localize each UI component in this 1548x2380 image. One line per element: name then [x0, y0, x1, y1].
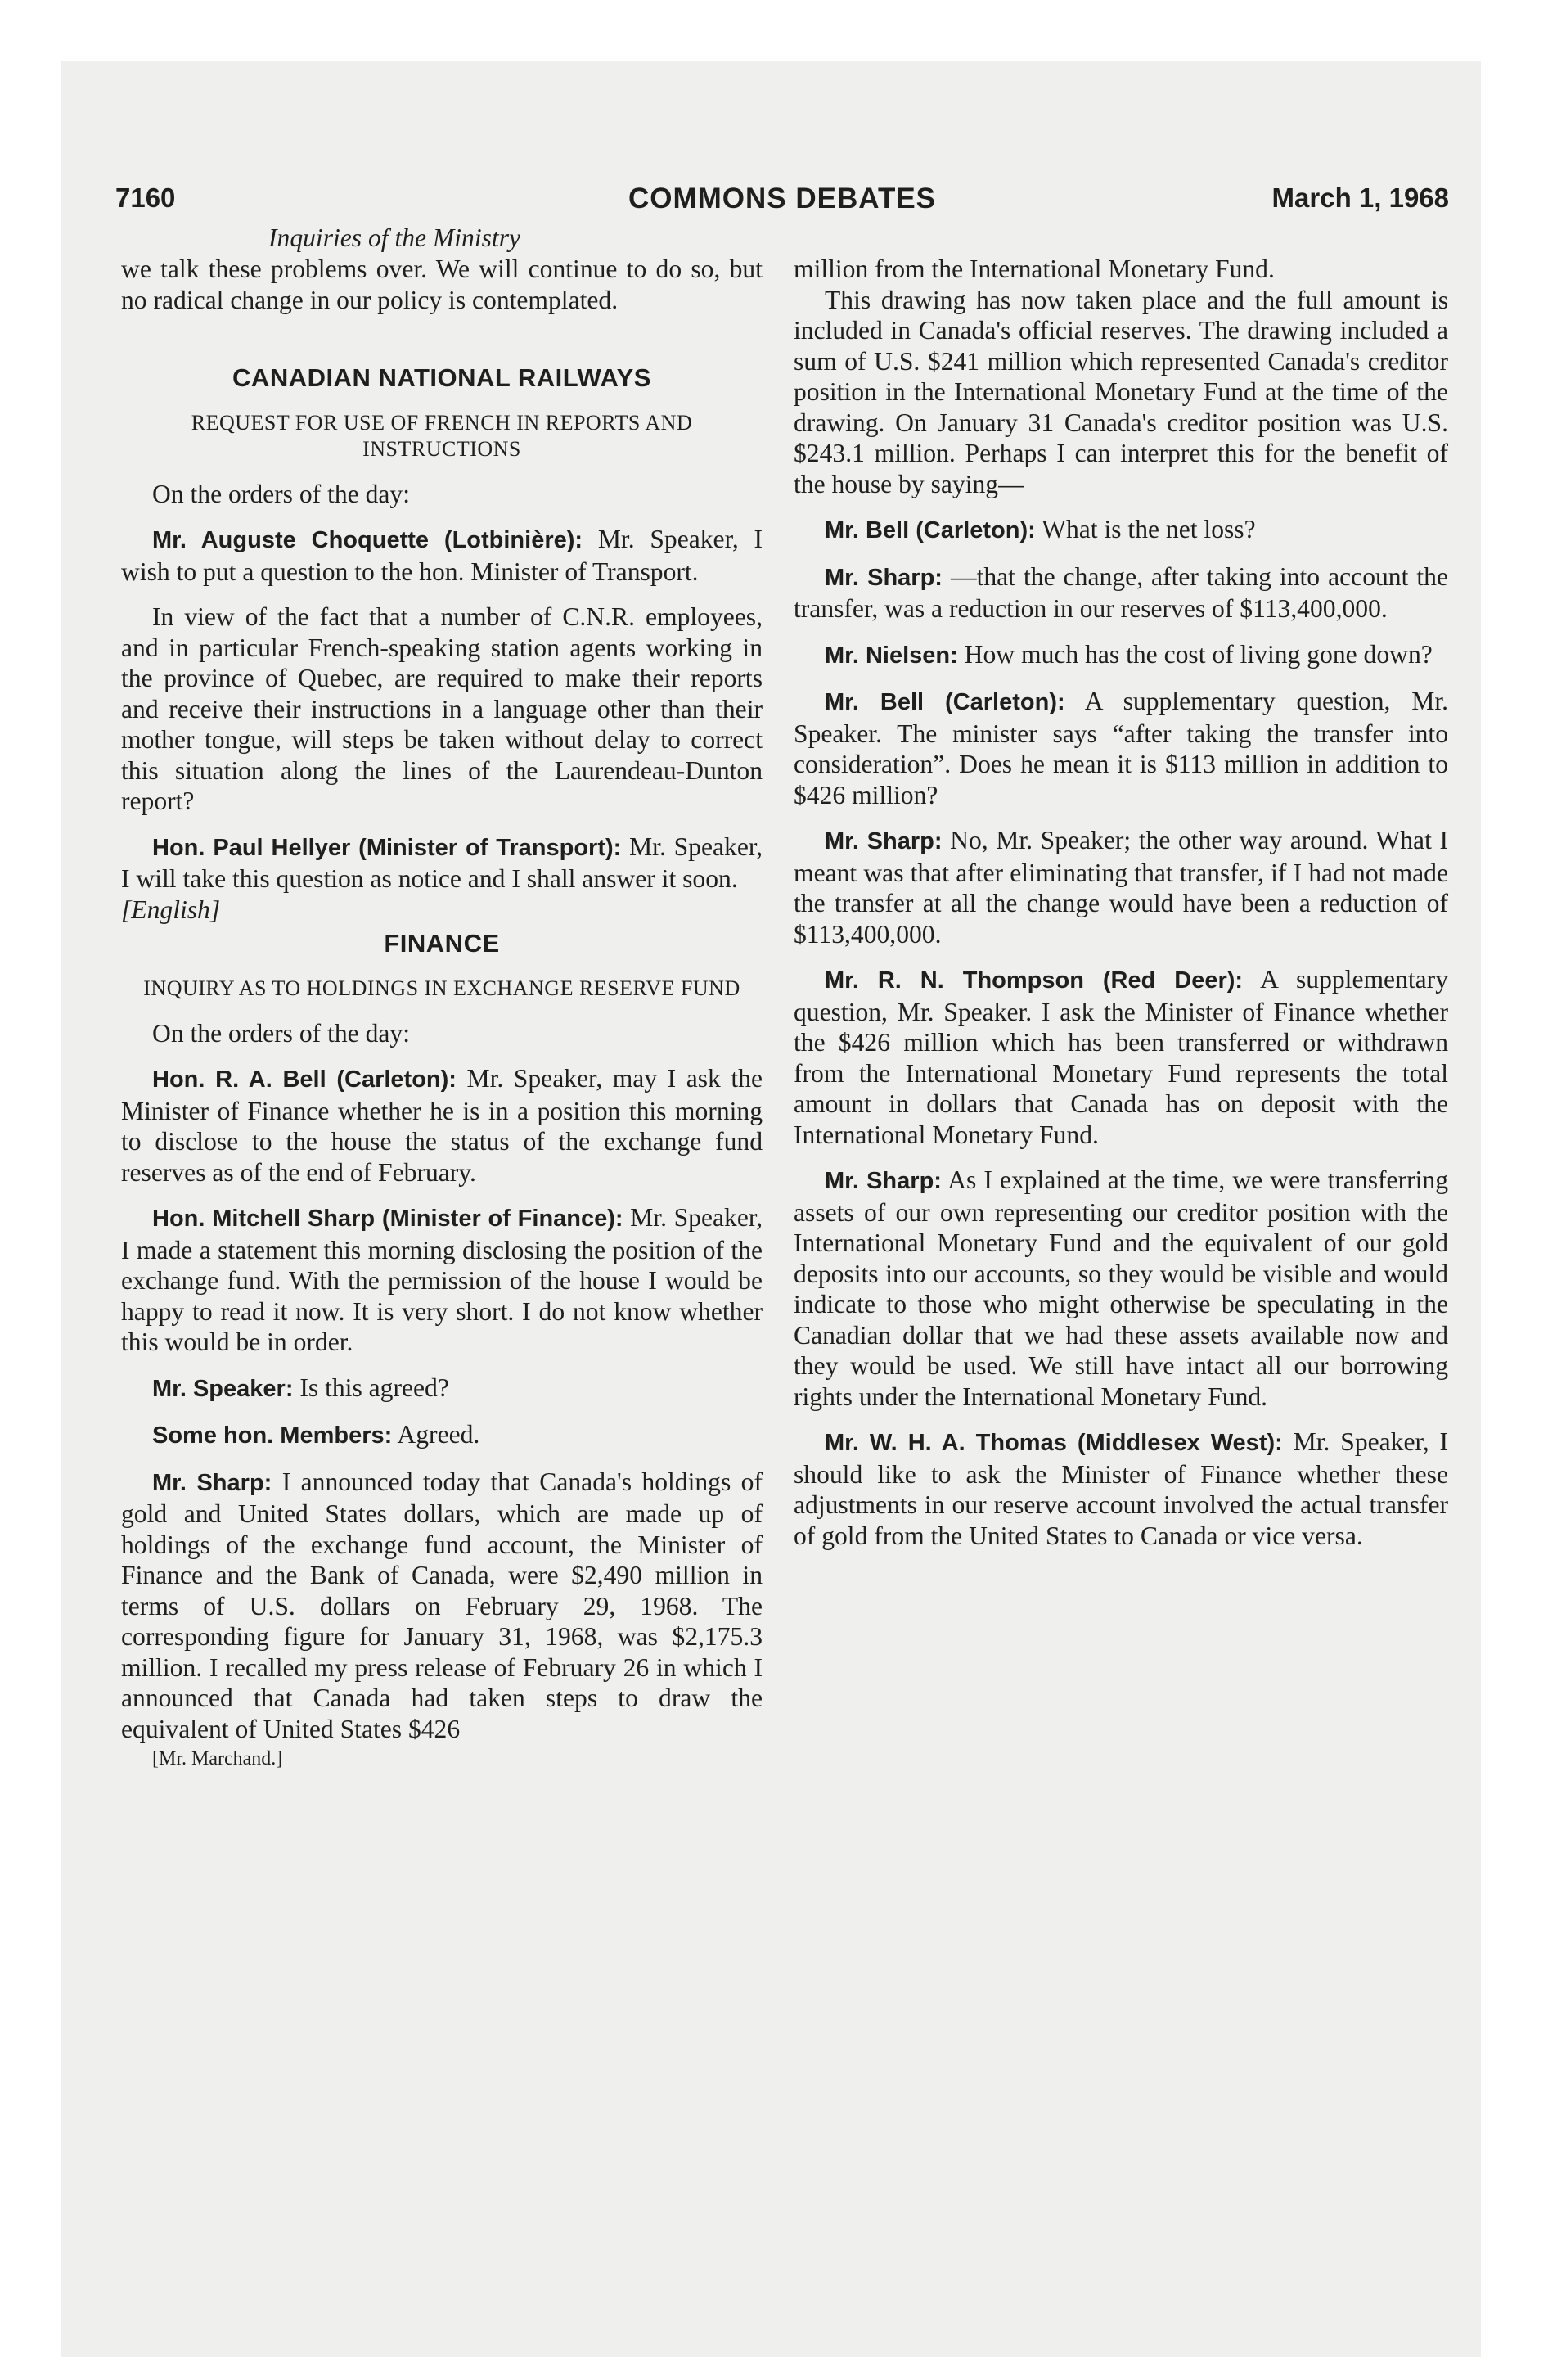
- speech-sharp-change: [794, 561, 1448, 624]
- speaker-name: Mr. W. H. A. Thomas (Middlesex West):: [825, 1430, 1283, 1456]
- running-head-spacer: [794, 223, 1448, 254]
- speaker-name: Hon. R. A. Bell (Carleton):: [152, 1066, 457, 1093]
- page-number: 7160: [115, 183, 176, 213]
- speaker-name: Mr. Bell (Carleton):: [825, 517, 1036, 543]
- speech-sharp-no: [794, 825, 1448, 949]
- left-column: [121, 223, 763, 1775]
- running-head: Inquiries of the Ministry: [268, 223, 521, 252]
- speaker-name: Hon. Paul Hellyer (Minister of Transport):: [152, 834, 622, 861]
- speech-members: [121, 1419, 763, 1452]
- intro-paragraph: we talk these problems over. We will continue to do so, but no radical change in our policy is contemplated.: [121, 255, 763, 314]
- speech-text: I announced today that Canada's holdings of gold and United States dollars, which are made up of holdings of the exchange fund account, the Minister of Finance and the Bank of Canada, were $2,490 million in terms of U.S. dollars on February 29, 1968. The corresponding figure for January 31, 1968, was $2,175.3 million. I recalled my press release of February 26 in which I announced that Canada had taken steps to draw the equivalent of United States $426: [121, 1467, 763, 1743]
- speech-text: As I explained at the time, we were transferring assets of our own representing our creditor position with the International Monetary Fund and the equivalent of our gold deposits into our accounts, so they would be visible and would indicate to those who might otherwise be speculating in the Canadian dollar that we had these assets available now and they would be used. We still have intact all our borrowing rights under the International Monetary Fund.: [794, 1165, 1448, 1411]
- section-title-finance: FINANCE: [384, 929, 500, 958]
- speaker-name: Mr. Sharp:: [825, 828, 943, 854]
- publication-title: COMMONS DEBATES: [628, 183, 937, 214]
- speaker-name: Mr. Auguste Choquette (Lotbinière):: [152, 527, 583, 553]
- speech-text: A supplementary question, Mr. Speaker. The minister says “after taking the transfer into consideration”. Does he mean it is $113 million in addition to $426 million?: [794, 687, 1448, 809]
- orders-of-day: On the orders of the day:: [152, 479, 410, 508]
- speech-bell-supplementary: [794, 686, 1448, 810]
- right-column: [794, 223, 1448, 1551]
- page-footer-note: [Mr. Marchand.]: [152, 1748, 283, 1769]
- language-marker: [English]: [121, 895, 221, 924]
- speech-text: Mr. Speaker, I made a statement this morning disclosing the position of the exchange fund. With the permission of the house I would be happy to read it now. It is very short. I do not know whether this would be in order.: [121, 1203, 763, 1356]
- speech-thompson: [794, 964, 1448, 1150]
- speech-thomas: [794, 1427, 1448, 1551]
- orders-of-day: On the orders of the day:: [152, 1018, 410, 1048]
- speech-text: A supplementary question, Mr. Speaker. I ask the Minister of Finance whether the $426 million which has been transferred or withdrawn from the International Monetary Fund represents the total amount in dollars that Canada has on deposit with the International Monetary Fund.: [794, 965, 1448, 1149]
- speech-text: —that the change, after taking into account the transfer, was a reduction in our reserves of $113,400,000.: [794, 561, 1448, 623]
- speaker-name: Mr. R. N. Thompson (Red Deer):: [825, 967, 1244, 994]
- section-subtitle-finance: INQUIRY AS TO HOLDINGS IN EXCHANGE RESERVE FUND: [143, 976, 740, 1000]
- continued-paragraph: million from the International Monetary Fund.: [794, 255, 1275, 283]
- speech-choquette: [121, 524, 763, 587]
- speaker-name: Mr. Speaker:: [152, 1375, 294, 1402]
- speech-choquette-question: In view of the fact that a number of C.N.R. employees, and in particular French-speaking station agents working in the province of Quebec, are required to make their reports and receive their instructions in a language other than their mother tongue, will steps be taken without delay to correct this situation along the lines of the Laurendeau-Dunton report?: [121, 602, 763, 815]
- page-header: [115, 183, 1449, 223]
- section-title-cnr: CANADIAN NATIONAL RAILWAYS: [232, 363, 651, 392]
- speaker-name: Mr. Sharp:: [825, 564, 943, 591]
- speaker-name: Some hon. Members:: [152, 1422, 393, 1449]
- speech-sharp: [121, 1202, 763, 1358]
- speech-hellyer: [121, 832, 763, 895]
- speaker-name: Mr. Nielsen:: [825, 642, 958, 669]
- speech-text: Mr. Speaker, I wish to put a question to the hon. Minister of Transport.: [121, 525, 763, 586]
- speech-text: Mr. Speaker, may I ask the Minister of Finance whether he is in a position this morning to disclose to the house the status of the exchange fund reserves as of the end of February.: [121, 1064, 763, 1187]
- speaker-name: Mr. Sharp:: [825, 1168, 942, 1194]
- speech-bell-net-loss: [794, 514, 1448, 547]
- speech-text: Mr. Speaker, I will take this question as notice and I shall answer it soon.: [121, 832, 763, 893]
- speech-text: Mr. Speaker, I should like to ask the Minister of Finance whether these adjustments in our reserve account involved the actual transfer of gold from the United States to Canada or vice versa.: [794, 1427, 1448, 1550]
- speech-text: How much has the cost of living gone down?: [957, 639, 1433, 669]
- section-subtitle-cnr: REQUEST FOR USE OF FRENCH IN REPORTS AND INSTRUCTIONS: [191, 410, 693, 461]
- speaker-name: Mr. Bell (Carleton):: [825, 689, 1065, 715]
- page-date: March 1, 1968: [1271, 183, 1449, 213]
- speech-speaker: [121, 1373, 763, 1405]
- speech-text: Is this agreed?: [293, 1373, 449, 1402]
- speech-text: No, Mr. Speaker; the other way around. What I meant was that after eliminating that transfer, if I had not made the transfer at all the change would have been a reduction of $113,400,000.: [794, 826, 1448, 949]
- speaker-name: Hon. Mitchell Sharp (Minister of Finance):: [152, 1206, 623, 1232]
- speech-bell: [121, 1063, 763, 1188]
- speaker-name: Mr. Sharp:: [152, 1469, 272, 1496]
- speech-nielsen: [794, 639, 1448, 672]
- speech-sharp-statement: [121, 1467, 763, 1745]
- paragraph-drawing: This drawing has now taken place and the full amount is included in Canada's official reserves. The drawing included a sum of U.S. $241 million which represented Canada's creditor position in the International Monetary Fund at the time of the drawing. On January 31 Canada's creditor position was U.S. $243.1 million. Perhaps I can interpret this for the benefit of the house by saying—: [794, 285, 1448, 498]
- speech-sharp-explained: [794, 1165, 1448, 1412]
- speech-text: What is the net loss?: [1035, 515, 1256, 543]
- speech-text: Agreed.: [392, 1420, 480, 1449]
